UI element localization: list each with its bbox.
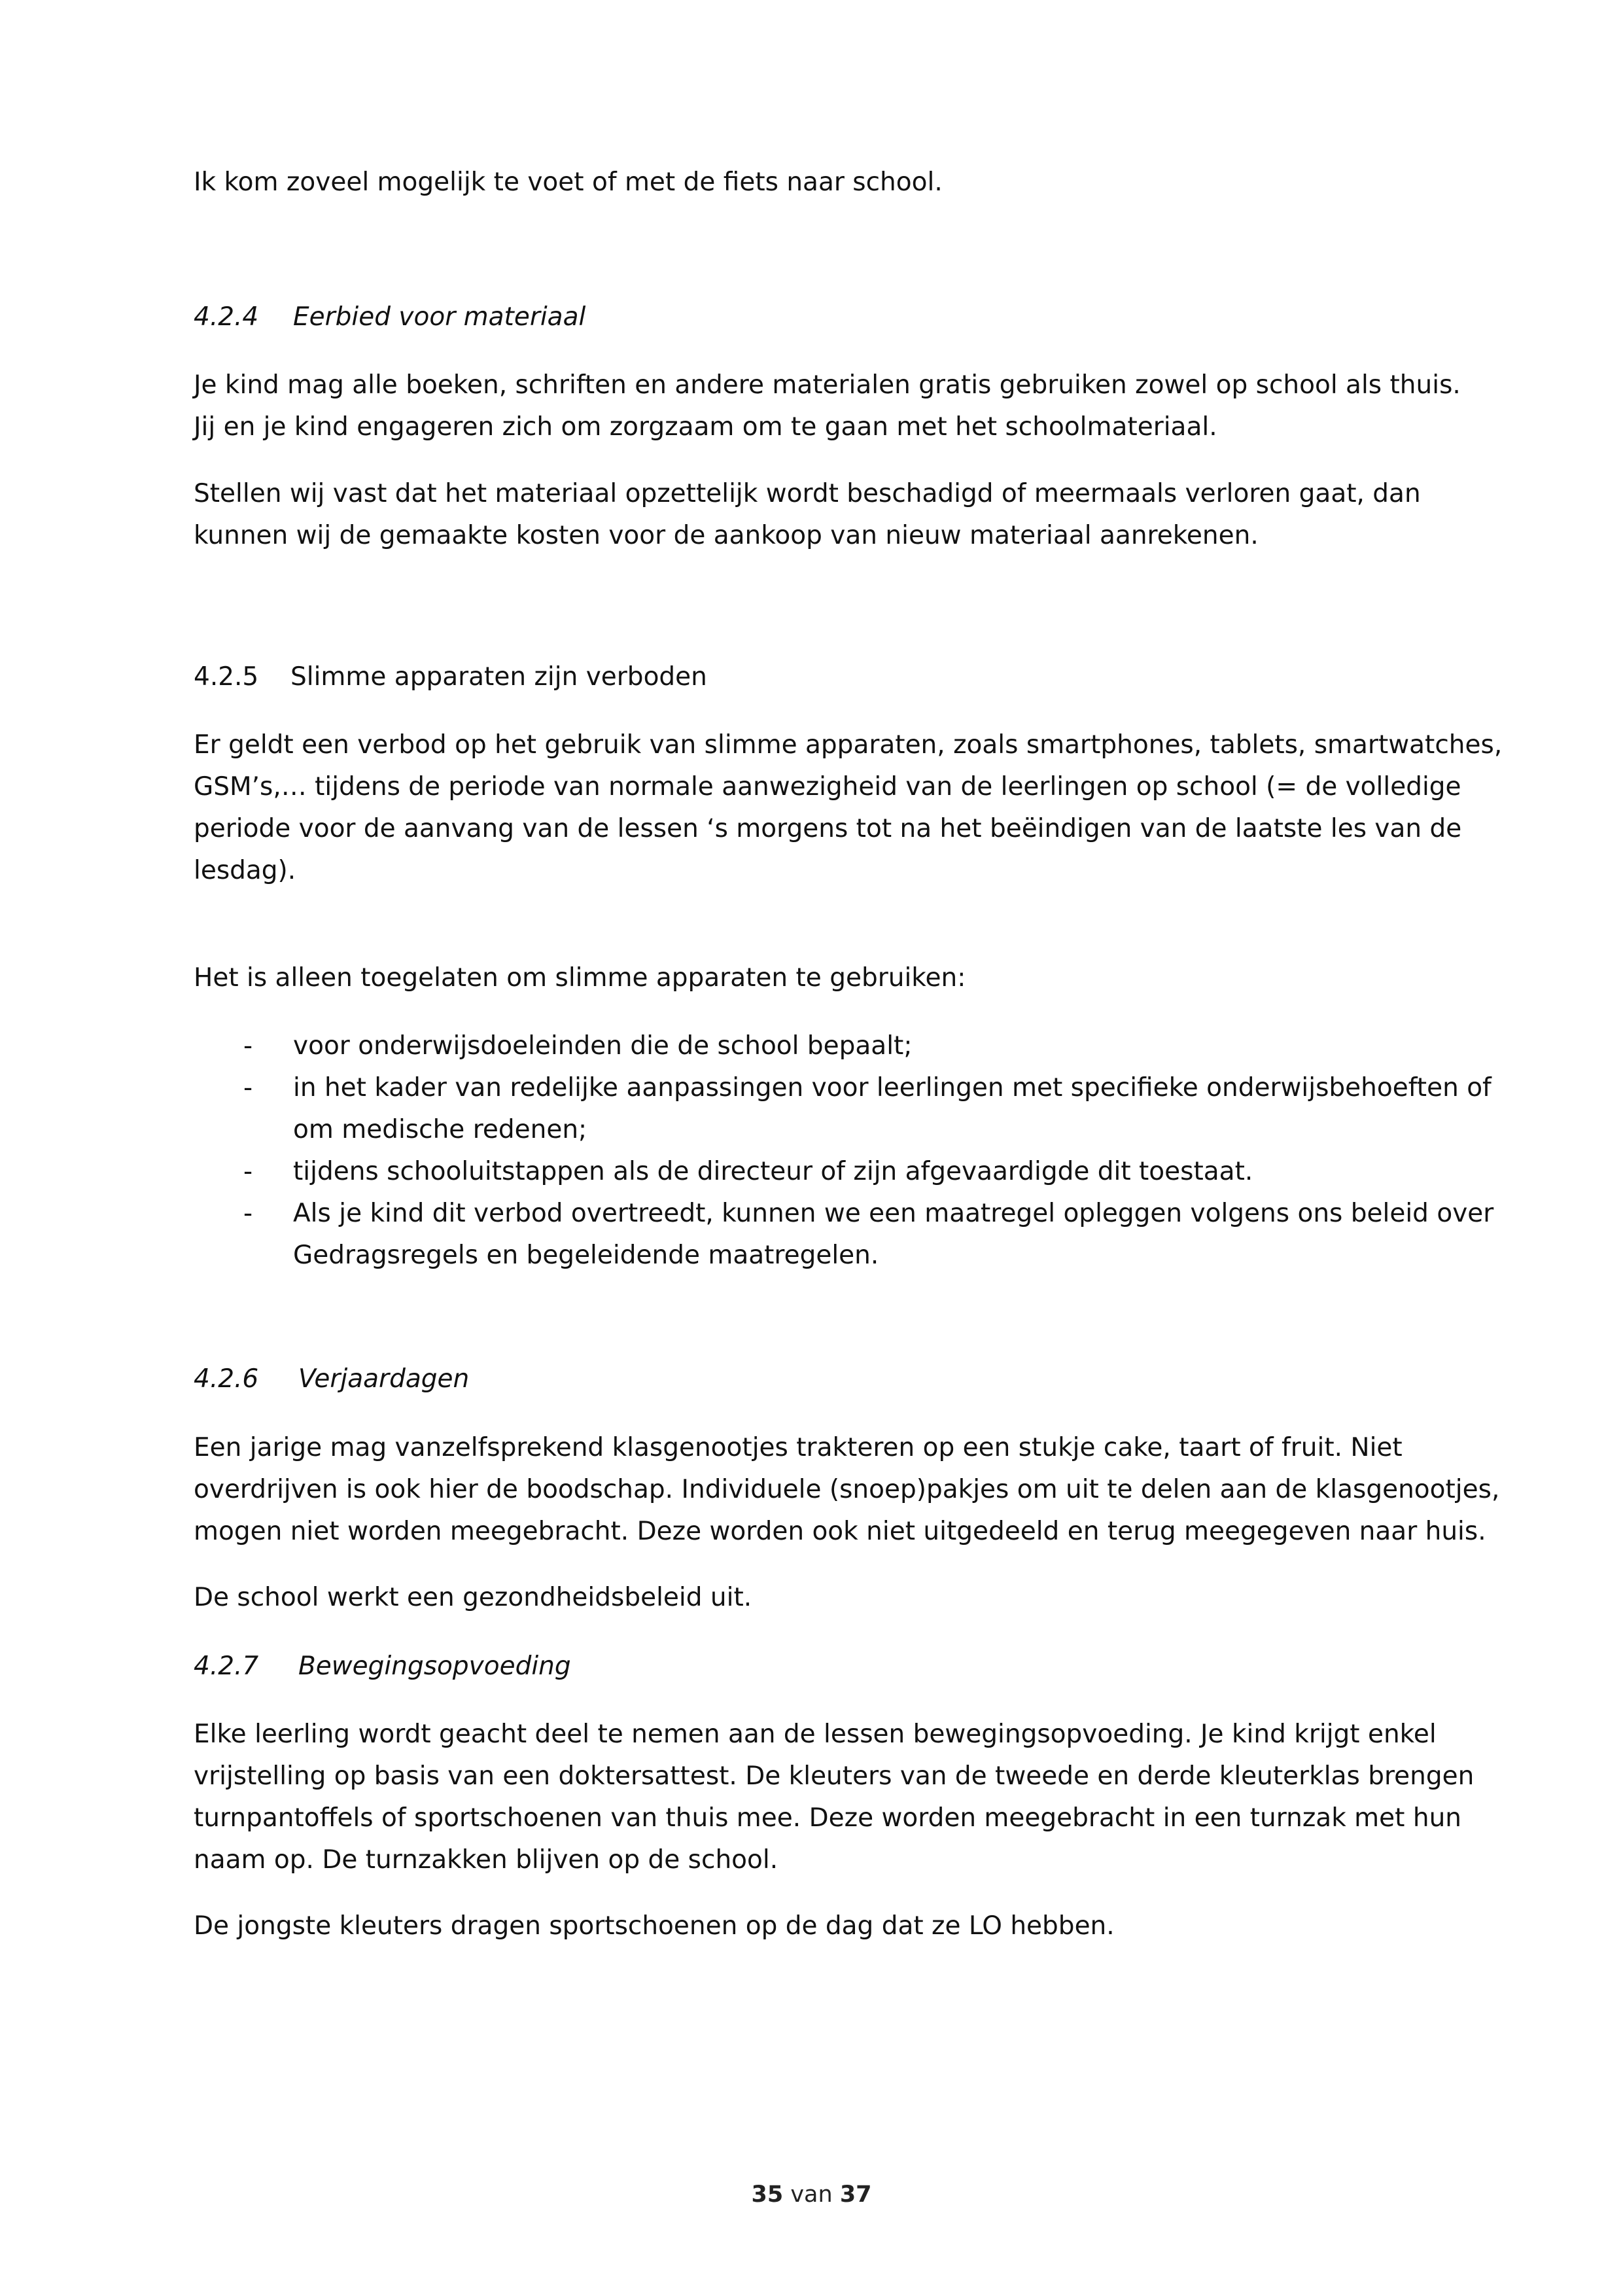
bullet-marker: -	[243, 1199, 253, 1228]
text-line: Jij en je kind engageren zich om zorgzaam om te gaan met het schoolmateriaal.	[194, 412, 1217, 442]
apparaten-paragraph-2	[194, 957, 1476, 999]
text-line: Ik kom zoveel mogelijk te voet of met de fiets naar school.	[194, 168, 943, 197]
text-line: naam op. De turnzakken blijven op de school.	[194, 1845, 778, 1875]
text-line: periode voor de aanvang van de lessen ‘s morgens tot na het beëindigen van de laatste les van de	[194, 814, 1462, 843]
section-title: Slimme apparaten zijn verboden	[290, 662, 707, 692]
text-line: overdrijven is ook hier de boodschap. Individuele (snoep)pakjes om uit te delen aan de klasgenootjes,	[194, 1475, 1500, 1504]
text-line: De jongste kleuters dragen sportschoenen op de dag dat ze LO hebben.	[194, 1911, 1115, 1941]
section-number: 4.2.4	[194, 302, 259, 332]
intro-paragraph	[194, 162, 1476, 203]
text-line: De school werkt een gezondheidsbeleid uit.	[194, 1583, 752, 1612]
page-footer	[0, 2176, 1623, 2213]
text-line: Een jarige mag vanzelfsprekend klasgenootjes trakteren op een stukje cake, taart of fruit. Niet	[194, 1433, 1403, 1462]
section-number: 4.2.6	[194, 1364, 259, 1394]
list-item: voor onderwijsdoeleinden die de school bepaalt;	[293, 1031, 913, 1061]
text-line: vrijstelling op basis van een doktersattest. De kleuters van de tweede en derde kleuterklas brengen	[194, 1761, 1475, 1791]
list-item-continuation: Gedragsregels en begeleidende maatregelen.	[293, 1241, 879, 1270]
text-line: Elke leerling wordt geacht deel te nemen aan de lessen bewegingsopvoeding. Je kind krijgt enkel	[194, 1720, 1437, 1749]
section-title: Verjaardagen	[298, 1364, 470, 1394]
text-line: Er geldt een verbod op het gebruik van slimme apparaten, zoals smartphones, tablets, smartwatches,	[194, 730, 1503, 760]
text-line: mogen niet worden meegebracht. Deze worden ook niet uitgedeeld en terug meegegeven naar huis.	[194, 1517, 1486, 1546]
text-line: kunnen wij de gemaakte kosten voor de aankoop van nieuw materiaal aanrekenen.	[194, 521, 1259, 550]
text-line: lesdag).	[194, 856, 296, 885]
beweging-paragraph-1	[194, 1714, 1476, 1881]
verjaardagen-paragraph-2	[194, 1577, 1476, 1619]
page-number: 35	[751, 2181, 784, 2208]
section-heading-4-2-5	[194, 656, 707, 698]
list-item: in het kader van redelijke aanpassingen voor leerlingen met specifieke onderwijsbehoeften of	[293, 1073, 1492, 1103]
page-total: 37	[839, 2181, 872, 2208]
section-heading-4-2-7	[194, 1646, 571, 1687]
list-item: tijdens schooluitstappen als de directeur of zijn afgevaardigde dit toestaat.	[293, 1157, 1253, 1186]
bullet-marker: -	[243, 1031, 253, 1061]
beweging-paragraph-2	[194, 1905, 1476, 1947]
apparaten-paragraph-1	[194, 724, 1503, 892]
text-line: Het is alleen toegelaten om slimme apparaten te gebruiken:	[194, 963, 966, 993]
section-number: 4.2.7	[194, 1651, 259, 1681]
section-title: Bewegingsopvoeding	[298, 1651, 571, 1681]
section-heading-4-2-4	[194, 296, 586, 338]
materiaal-paragraph-2	[194, 473, 1476, 557]
list-item-continuation: om medische redenen;	[293, 1115, 587, 1144]
bullet-marker: -	[243, 1157, 253, 1186]
list-item: Als je kind dit verbod overtreedt, kunnen we een maatregel opleggen volgens ons beleid over	[293, 1199, 1494, 1228]
section-number: 4.2.5	[194, 662, 259, 692]
section-heading-4-2-6	[194, 1358, 470, 1400]
text-line: turnpantoffels of sportschoenen van thuis mee. Deze worden meegebracht in een turnzak met hun	[194, 1803, 1462, 1833]
page-separator: van	[790, 2181, 833, 2208]
section-title: Eerbied voor materiaal	[293, 302, 586, 332]
text-line: Je kind mag alle boeken, schriften en andere materialen gratis gebruiken zowel op school als thuis.	[194, 370, 1461, 400]
verjaardagen-paragraph-1	[194, 1427, 1500, 1553]
text-line: GSM’s,… tijdens de periode van normale aanwezigheid van de leerlingen op school (= de volledige	[194, 772, 1461, 802]
bullet-marker: -	[243, 1073, 253, 1103]
text-line: Stellen wij vast dat het materiaal opzettelijk wordt beschadigd of meermaals verloren gaat, dan	[194, 479, 1421, 508]
materiaal-paragraph-1	[194, 364, 1476, 448]
